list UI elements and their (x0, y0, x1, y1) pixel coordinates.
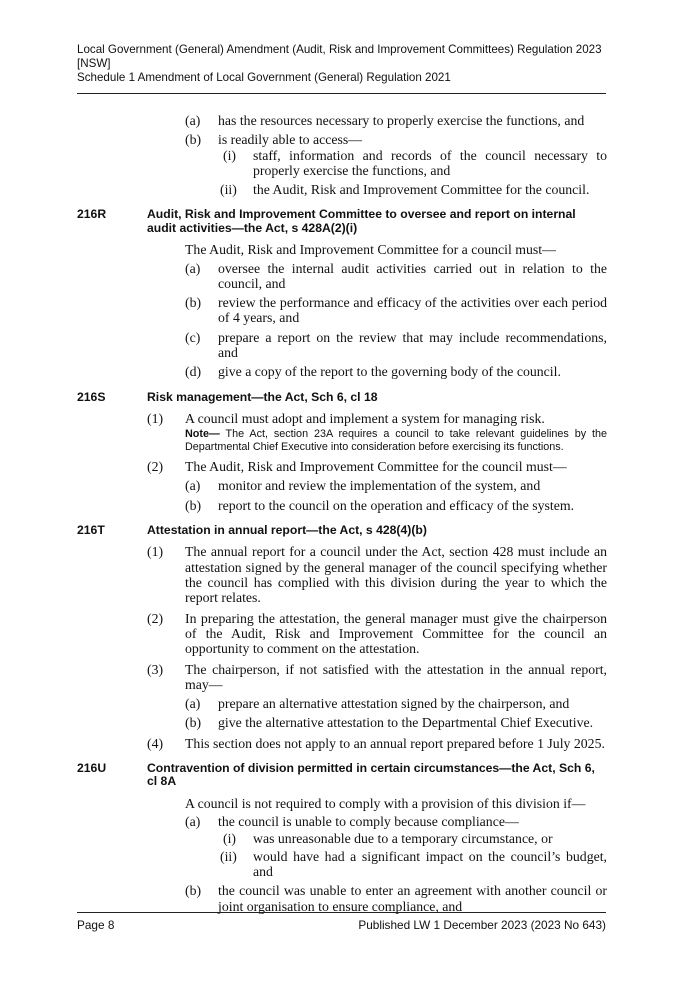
list-item: (a) oversee the internal audit activities carried out in relation to the council, and (185, 260, 607, 291)
section-heading-216R: 216R Audit, Risk and Improvement Committee to oversee and report on internal audit activities—the Act, s 428A(2)(i) (77, 207, 576, 235)
running-footer (77, 918, 606, 932)
list-item: (i) staff, information and records of the council necessary to properly exercise the functions, and (223, 147, 607, 178)
section-heading-216S: 216S Risk management—the Act, Sch 6, cl 18 (77, 389, 378, 404)
footer-rule (77, 912, 606, 913)
list-item: (i) was unreasonable due to a temporary circumstance, or (223, 831, 553, 847)
list-item: (d) give a copy of the report to the governing body of the council. (185, 364, 561, 380)
subsection: (2) In preparing the attestation, the general manager must give the chairperson of the Audit, Risk and Improvement Committee for the council an opportunity to comment on the attestation. (147, 610, 607, 657)
subsection: (1) A council must adopt and implement a system for managing risk. (147, 411, 545, 427)
subsection: (2) The Audit, Risk and Improvement Committee for the council must— (147, 459, 567, 475)
list-item: (ii) the Audit, Risk and Improvement Committee for the council. (220, 182, 590, 198)
section-heading-216T: 216T Attestation in annual report—the Act, s 428(4)(b) (77, 523, 427, 538)
list-item: (c) prepare a report on the review that may include recommendations, and (185, 329, 607, 361)
list-item: (a) monitor and review the implementation of the system, and (185, 478, 541, 494)
list-item: (b) give the alternative attestation to the Departmental Chief Executive. (185, 715, 594, 731)
list-item: (b) the council was unable to enter an agreement with another council or joint organisation to ensure compliance, and (185, 883, 607, 914)
list-item: (ii) would have had a significant impact on the council’s budget, and (220, 848, 607, 880)
section-lead: The Audit, Risk and Improvement Committee for a council must— (185, 242, 556, 258)
publication-info: Published LW 1 December 2023 (2023 No 643) (358, 918, 606, 932)
header-title: Local Government (General) Amendment (Audit, Risk and Improvement Committees) Regulation 2023 (77, 43, 602, 56)
page-number: Page 8 (77, 918, 115, 932)
note-text: The Act, section 23A requires a council to take relevant guidelines by the Departmental Chief Executive into consideration before exercising its functions. (185, 428, 607, 453)
list-item: (a) the council is unable to comply because compliance— (185, 814, 519, 830)
running-header (77, 43, 607, 86)
note-label: Note— (185, 428, 220, 441)
section-lead: A council is not required to comply with a provision of this division if— (185, 795, 586, 811)
header-jurisdiction: [NSW] (77, 57, 111, 71)
header-schedule: Schedule 1 Amendment of Local Government (General) Regulation 2021 (77, 71, 451, 85)
subsection: (3) The chairperson, if not satisfied with the attestation in the annual report, may— (147, 661, 607, 692)
list-item: (b) report to the council on the operation and efficacy of the system. (185, 497, 575, 513)
document-body (77, 113, 607, 914)
subsection: (4) This section does not apply to an annual report prepared before 1 July 2025. (147, 735, 605, 751)
list-item: (a) prepare an alternative attestation signed by the chairperson, and (185, 696, 570, 712)
list-item: (b) review the performance and efficacy of the activities over each period of 4 years, and (185, 295, 607, 326)
subsection: (1) The annual report for a council under the Act, section 428 must include an attestation signed by the general manager of the council specifying whether the council has complied with this division during the year to which the report relates. (147, 544, 607, 606)
list-item: (b) is readily able to access— (185, 132, 363, 148)
list-item: (a) has the resources necessary to properly exercise the functions, and (185, 113, 585, 128)
section-heading-216U: 216U Contravention of division permitted in certain circumstances—the Act, Sch 6, cl 8A (77, 761, 595, 789)
note (185, 428, 607, 453)
header-rule (77, 93, 606, 94)
